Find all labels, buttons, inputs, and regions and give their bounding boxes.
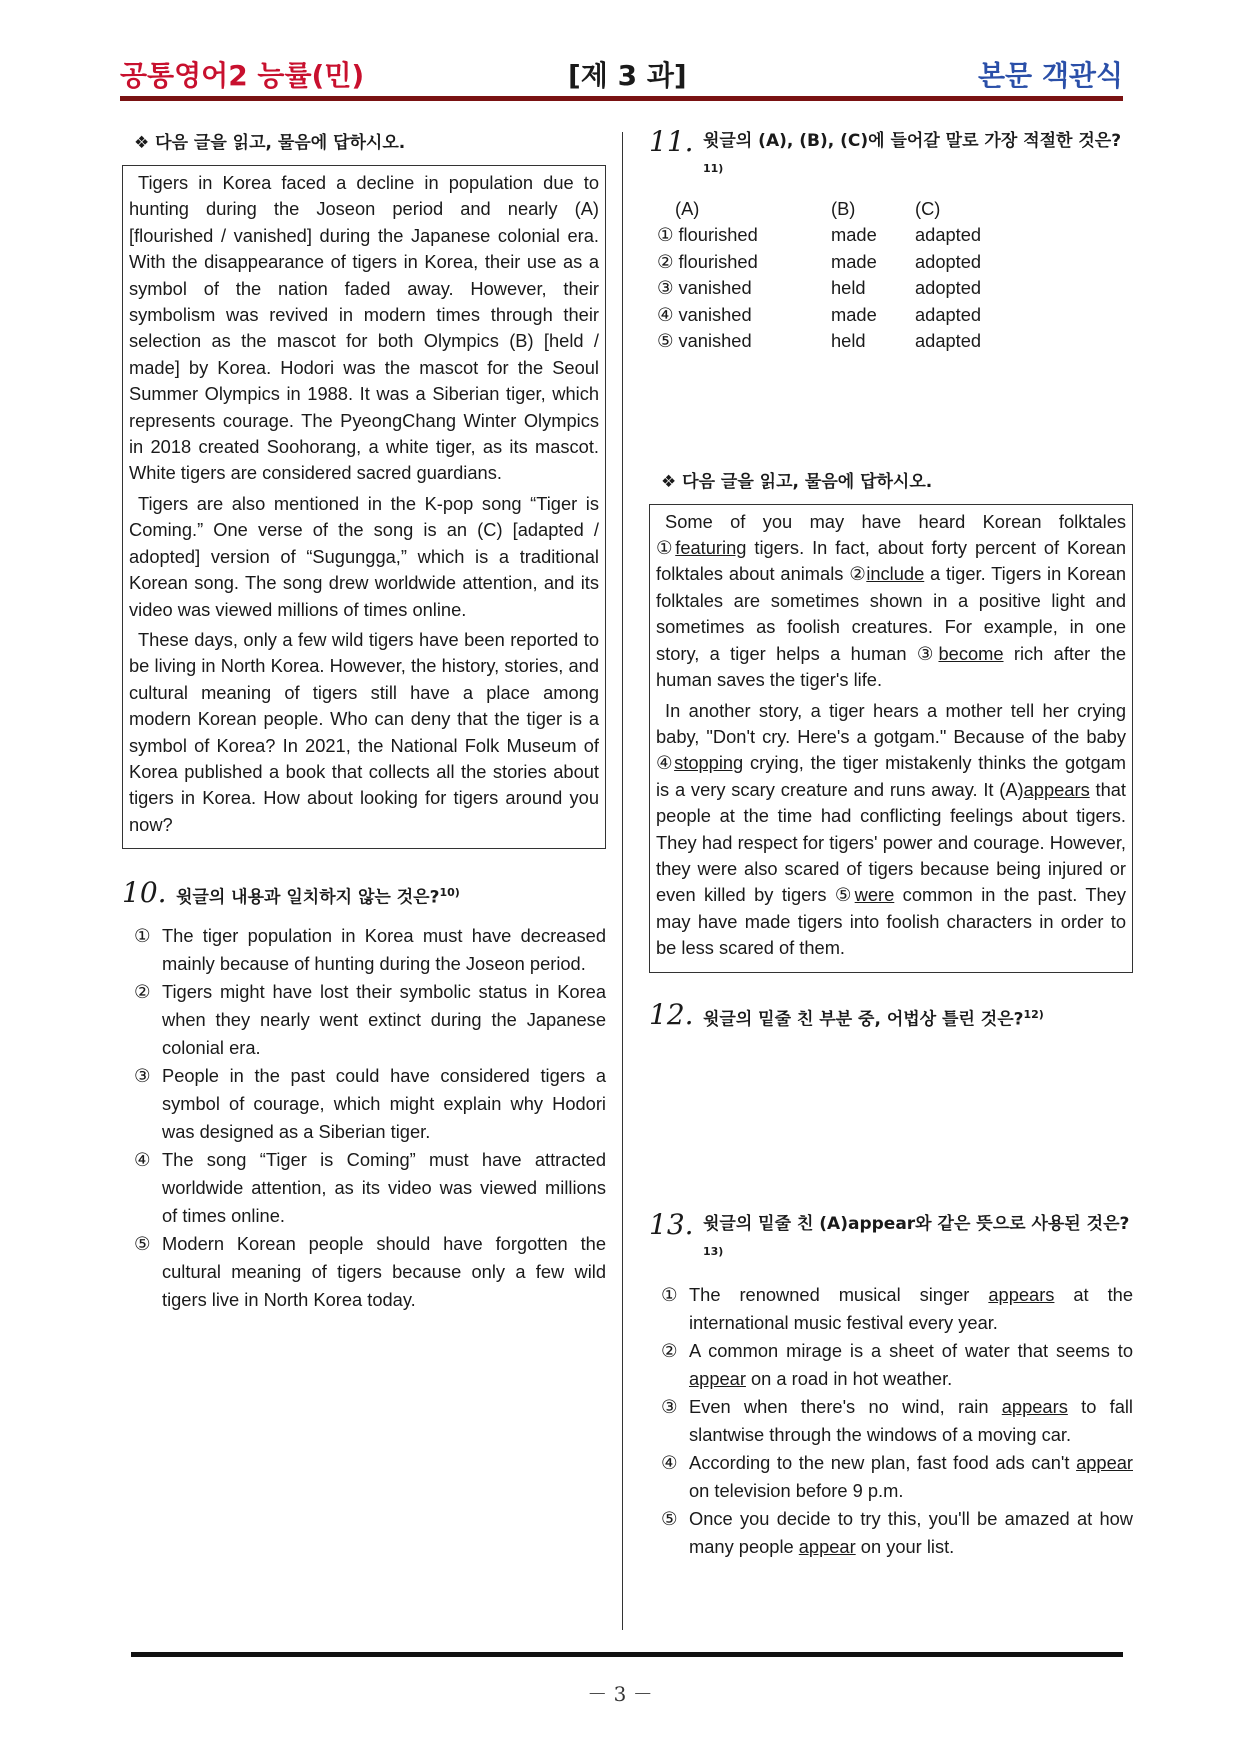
table-row[interactable]: ① flourished made adapted xyxy=(657,224,982,246)
left-column xyxy=(122,128,606,1314)
instruction: ❖ 다음 글을 읽고, 물음에 답하시오. xyxy=(134,133,406,153)
question-12 xyxy=(649,997,1133,1034)
option[interactable]: ③ Even when there's no wind, rain appears to fall slantwise through the windows of a moving car. xyxy=(661,1395,1133,1445)
question-number: 12. xyxy=(649,997,694,1031)
table-row[interactable]: ④ vanished made adapted xyxy=(657,303,982,325)
passage-paragraph: In another story, a tiger hears a mother tell her crying baby, "Don't cry. Here's a gotgam." Because of the baby ④stopping crying, the tiger mistakenly thinks the gotgam is a very scary creature and runs away. It (A)appears that people at the time had conflicting feelings about tigers. They had respect for tigers' power and courage. However, they were also scared of tigers because being injured or even killed by tigers ⑤were common in the past. They may have made tigers into foolish characters in order to be less scared of them. xyxy=(656,699,1127,959)
option[interactable]: ⑤ Once you decide to try this, you'll be amazed at how many people appear on your list. xyxy=(661,1507,1133,1557)
table-header-row: (A) (B) (C) xyxy=(675,197,941,219)
option[interactable]: ① The renowned musical singer appears at the international music festival every year. xyxy=(661,1283,1133,1333)
question-11 xyxy=(649,125,1133,355)
option[interactable]: ⑤ Modern Korean people should have forgotten the cultural meaning of tigers because only a few wild tigers live in North Korea today. xyxy=(134,1232,606,1310)
option[interactable]: ② Tigers might have lost their symbolic status in Korea when they nearly went extinct during the Japanese colonial era. xyxy=(134,980,606,1058)
question-number: 10. xyxy=(122,876,167,910)
course-title: 공통영어2 능률(민) xyxy=(120,59,365,92)
option[interactable]: ④ The song “Tiger is Coming” must have attracted worldwide attention, as its video was viewed millions of times online. xyxy=(134,1148,606,1226)
passage-box xyxy=(122,165,606,849)
question-text: 윗글의 (A), (B), (C)에 들어갈 말로 가장 적절한 것은?$^{11)}$ xyxy=(703,131,1122,175)
table-row[interactable]: ③ vanished held adopted xyxy=(657,277,982,299)
question-text: 윗글의 밑줄 친 부분 중, 어법상 틀린 것은?$^{12)}$ xyxy=(703,1007,1044,1030)
option[interactable]: ② A common mirage is a sheet of water that seems to appear on a road in hot weather. xyxy=(661,1339,1133,1389)
instruction: ❖ 다음 글을 읽고, 물음에 답하시오. xyxy=(661,471,933,492)
question-text: 윗글의 내용과 일치하지 않는 것은?$^{10)}$ xyxy=(176,886,460,908)
table-row[interactable]: ⑤ vanished held adapted xyxy=(657,330,982,352)
option[interactable]: ③ People in the past could have considered tigers a symbol of courage, which might explain why Hodori was designed as a Siberian tiger. xyxy=(134,1064,606,1142)
page-header xyxy=(120,48,1123,90)
question-number: 11. xyxy=(649,125,694,158)
passage-paragraph: Some of you may have heard Korean folktales ①featuring tigers. In fact, about forty percent of Korean folktales about animals ②include a tiger. Tigers in Korean folktales are sometimes shown in a positive light and sometimes as foolish creatures. For example, in one story, a tiger helps a human ③become rich after the human saves the tiger's life. xyxy=(656,510,1127,691)
header-rule xyxy=(120,96,1123,101)
page-number: － 3 － xyxy=(587,1682,653,1706)
passage-paragraph: Tigers are also mentioned in the K-pop song “Tiger is Coming.” One verse of the song is an (C) [adapted / adopted] version of “Sugungga,” which is a traditional Korean song. The song drew worldwide attention, and its video was viewed millions of times online. xyxy=(129,492,599,620)
option[interactable]: ① The tiger population in Korea must have decreased mainly because of hunting during the Joseon period. xyxy=(134,924,606,974)
column-divider xyxy=(622,132,623,1630)
question-10 xyxy=(122,876,606,1314)
passage-paragraph: Tigers in Korea faced a decline in population due to hunting during the Joseon period and nearly (A) [flourished / vanished] during the Japanese colonial era. With the disappearance of tigers in Korea, their use as a symbol of the nation faded away. However, their symbolism was revived in modern times through their selection as the mascot for both Olympics (B) [held / made] by Korea. Hodori was the mascot for the Seoul Summer Olympics in 1988. It was a Siberian tiger, which represents courage. The PyeongChang Winter Olympics in 2018 created Soohorang, a white tiger, as its mascot. White tigers are considered sacred guardians. xyxy=(129,172,599,484)
right-column xyxy=(649,125,1133,1561)
option-list xyxy=(122,922,606,1314)
option-list xyxy=(649,1281,1133,1561)
question-13 xyxy=(649,1208,1133,1561)
option[interactable]: ④ According to the new plan, fast food ads can't appear on television before 9 p.m. xyxy=(661,1451,1133,1501)
footer-rule xyxy=(131,1652,1123,1657)
answer-table xyxy=(657,196,981,355)
question-text: 윗글의 밑줄 친 (A)appear와 같은 뜻으로 사용된 것은?$^{13)}$ xyxy=(703,1214,1130,1259)
lesson-title: [제 3 과] xyxy=(568,59,687,92)
section-title: 본문 객관식 xyxy=(978,59,1123,92)
passage-paragraph: These days, only a few wild tigers have been reported to be living in North Korea. However, the history, stories, and cultural meaning of tigers still have a place among modern Korean people. Who can deny that the tiger is a symbol of Korea? In 2021, the National Folk Museum of Korea published a book that collects all the stories about tigers in Korea. How about looking for tigers around you now? xyxy=(129,628,599,835)
passage-box xyxy=(649,504,1133,973)
table-row[interactable]: ② flourished made adopted xyxy=(657,250,982,272)
question-number: 13. xyxy=(649,1208,694,1242)
